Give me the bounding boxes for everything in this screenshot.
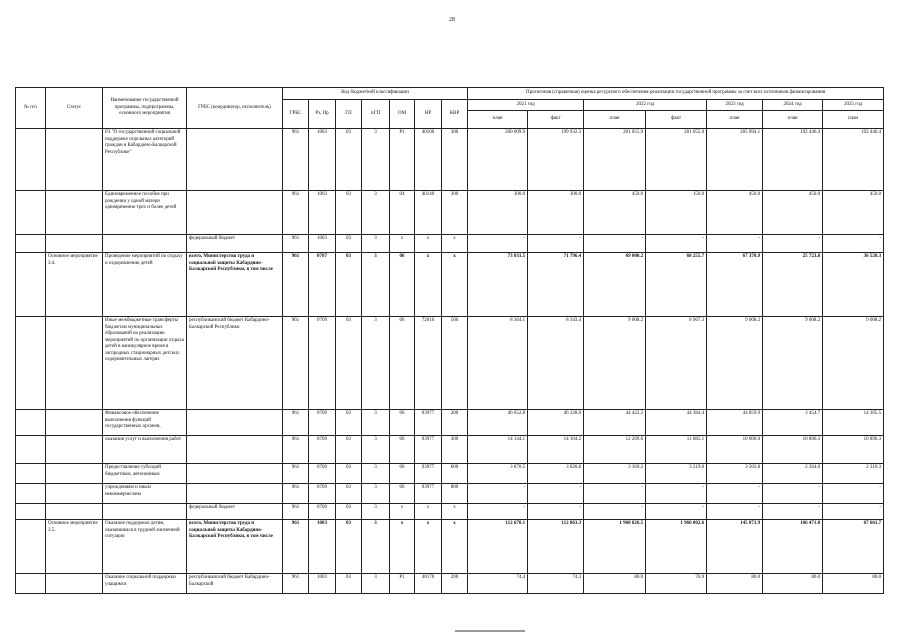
row-kvr: х	[442, 504, 468, 520]
row-amount: -	[646, 235, 707, 253]
row-amount: 112 863.3	[528, 520, 584, 574]
row-amount: 106 471.8	[763, 520, 823, 574]
row-grbs: 961	[283, 191, 309, 235]
row-amount: 450.0	[584, 191, 646, 235]
row-amount: 192 446.4	[823, 129, 884, 191]
row-amount: 44 422.2	[584, 410, 646, 436]
row-name: Оказание социальной поддержки учащимся	[103, 574, 187, 594]
page-number: 28	[449, 17, 455, 23]
row-amount: 2 364.6	[763, 464, 823, 484]
row-name: учреждениям и иным некоммерческим	[103, 484, 187, 504]
row-amount: -	[528, 484, 584, 504]
row-amount: 201 055.9	[646, 129, 707, 191]
row-amount: 80.0	[584, 574, 646, 594]
row-nr: х	[415, 504, 442, 520]
row-amount: 150.0	[646, 191, 707, 235]
row-nr: х	[415, 520, 442, 574]
row-kvr: х	[442, 520, 468, 574]
row-nr: 72010	[415, 317, 442, 410]
row-amount: -	[468, 484, 528, 504]
row-executor	[187, 464, 283, 484]
row-nr: х	[415, 253, 442, 317]
row-om: 06	[390, 410, 415, 436]
row-grbs: 961	[283, 235, 309, 253]
header-plan-fact: план	[823, 111, 884, 129]
row-pgp: 3	[362, 464, 390, 484]
row-executor	[187, 484, 283, 504]
row-gp: 03	[336, 574, 362, 594]
row-amount: 73 031.5	[468, 253, 528, 317]
row-om: 06	[390, 464, 415, 484]
row-om: Р1	[390, 574, 415, 594]
row-amount: 3 870.5	[468, 464, 528, 484]
row-pgp: 3	[362, 484, 390, 504]
row-amount: 8 967.3	[646, 317, 707, 410]
row-nr: 40100	[415, 129, 442, 191]
header-code: Рз, Пр	[309, 100, 336, 129]
row-amount: 36 520.3	[823, 253, 884, 317]
row-nr: х	[415, 235, 442, 253]
row-amount: -	[584, 484, 646, 504]
table-row	[16, 410, 884, 436]
header-code: пГП	[362, 100, 390, 129]
row-amount: 67 370.9	[707, 253, 763, 317]
row-om: 06	[390, 484, 415, 504]
row-status	[46, 464, 103, 484]
row-amount: -	[763, 484, 823, 504]
row-executor	[187, 410, 283, 436]
row-executor: всего, Министерство труда и социальной защиты Кабардино-Балкарской Республики, в том числе	[187, 520, 283, 574]
row-kvr: 500	[442, 317, 468, 410]
row-nr: 93977	[415, 484, 442, 504]
header-year: 2023 год	[707, 100, 763, 111]
row-amount: 68 255.7	[646, 253, 707, 317]
row-amount: 8 364.1	[468, 317, 528, 410]
table-row	[16, 504, 884, 520]
row-rzpr: 1003	[309, 129, 336, 191]
row-nr: 93977	[415, 436, 442, 464]
row-amount: 67 661.7	[823, 520, 884, 574]
row-name: РЗ "О государственной социальной поддержке отдельных категорий граждан в Кабардино-Балкарской Республике"	[103, 129, 187, 191]
row-amount: -	[763, 235, 823, 253]
row-gp: 03	[336, 464, 362, 484]
row-status: Основное мероприятие 3.5.	[46, 520, 103, 574]
row-amount: 44 859.9	[707, 410, 763, 436]
row-rzpr: 0709	[309, 436, 336, 464]
row-name: Иные межбюджетные трансферты бюджетам муниципальных образований на реализацию мероприятий по организации отдыха детей в каникулярное время в загородных стационарных детских оздоровительных лагерях	[103, 317, 187, 410]
row-status	[46, 410, 103, 436]
row-gp: 03	[336, 317, 362, 410]
row-amount: 9 008.2	[823, 317, 884, 410]
header-code: ОМ	[390, 100, 415, 129]
row-nr: 40170	[415, 574, 442, 594]
row-rzpr: 0709	[309, 504, 336, 520]
row-amount: 3 369.2	[584, 464, 646, 484]
row-kvr: х	[442, 253, 468, 317]
table-row	[16, 574, 884, 594]
row-number	[16, 129, 46, 191]
row-kvr: х	[442, 235, 468, 253]
row-amount: -	[468, 504, 528, 520]
header-plan-fact: факт	[646, 111, 707, 129]
row-executor	[187, 129, 283, 191]
row-executor: федеральный бюджет	[187, 504, 283, 520]
row-grbs: 961	[283, 464, 309, 484]
header-plan-fact: факт	[528, 111, 584, 129]
header-code: КВР	[442, 100, 468, 129]
row-status	[46, 129, 103, 191]
row-amount: 3 020.8	[528, 464, 584, 484]
scan-artifact	[455, 630, 525, 632]
row-amount: 300.0	[528, 191, 584, 235]
row-status	[46, 484, 103, 504]
header-plan-fact: план	[584, 111, 646, 129]
table-row	[16, 520, 884, 574]
row-kvr: 300	[442, 191, 468, 235]
row-amount: 450.0	[707, 191, 763, 235]
row-executor	[187, 436, 283, 464]
row-amount: -	[584, 235, 646, 253]
row-gp: 03	[336, 253, 362, 317]
row-pgp: 3	[362, 520, 390, 574]
row-amount: -	[528, 235, 584, 253]
table-row	[16, 484, 884, 504]
row-amount: 76.9	[646, 574, 707, 594]
header-year: 2024 год	[763, 100, 823, 111]
table-row	[16, 464, 884, 484]
row-om: х	[390, 520, 415, 574]
row-grbs: 961	[283, 520, 309, 574]
row-pgp: 3	[362, 317, 390, 410]
row-status	[46, 436, 103, 464]
row-amount: 69 000.2	[584, 253, 646, 317]
row-amount: 9 008.2	[763, 317, 823, 410]
row-amount: 12 209.6	[584, 436, 646, 464]
row-amount: 9 008.2	[584, 317, 646, 410]
row-executor: федеральный бюджет	[187, 235, 283, 253]
row-rzpr: 1003	[309, 191, 336, 235]
row-amount: 11 685.1	[646, 436, 707, 464]
row-om: 06	[390, 317, 415, 410]
header-plan-fact: план	[707, 111, 763, 129]
row-amount: -	[646, 484, 707, 504]
row-name: Проведение мероприятий по отдыху и оздоровлению детей	[103, 253, 187, 317]
row-amount: 1 960 802.6	[646, 520, 707, 574]
row-grbs: 961	[283, 436, 309, 464]
row-amount: 46 328.0	[528, 410, 584, 436]
row-amount: -	[763, 504, 823, 520]
row-amount: -	[528, 504, 584, 520]
row-amount: 71 796.4	[528, 253, 584, 317]
row-amount: 300.0	[468, 191, 528, 235]
row-pgp: 3	[362, 436, 390, 464]
row-amount: 3 219.0	[646, 464, 707, 484]
row-number	[16, 235, 46, 253]
row-gp: 03	[336, 436, 362, 464]
row-rzpr: 1003	[309, 235, 336, 253]
header-year: 2022 год	[584, 100, 707, 111]
row-amount: 2 310.3	[823, 464, 884, 484]
row-nr: 40140	[415, 191, 442, 235]
row-amount: 74.4	[468, 574, 528, 594]
row-amount: 10 896.3	[823, 436, 884, 464]
row-gp: 03	[336, 484, 362, 504]
row-pgp: 3	[362, 504, 390, 520]
row-rzpr: 0709	[309, 484, 336, 504]
row-amount: 3 502.8	[707, 464, 763, 484]
row-amount: -	[823, 504, 884, 520]
row-grbs: 961	[283, 129, 309, 191]
row-amount: 10 896.3	[763, 436, 823, 464]
row-number	[16, 253, 46, 317]
row-gp: 03	[336, 191, 362, 235]
row-number	[16, 191, 46, 235]
row-amount: 10 000.0	[707, 436, 763, 464]
row-amount: 25 723.8	[763, 253, 823, 317]
row-om: 06	[390, 253, 415, 317]
row-nr: 93977	[415, 464, 442, 484]
row-pgp: 3	[362, 129, 390, 191]
row-name: оказания услуг и выполнения работ	[103, 436, 187, 464]
row-number	[16, 317, 46, 410]
header-year: 2025 год	[823, 100, 884, 111]
header-plan-fact: план	[763, 111, 823, 129]
table-body	[16, 129, 884, 594]
row-amount: 14 104.2	[528, 436, 584, 464]
row-amount: 145 871.9	[707, 520, 763, 574]
row-amount: -	[646, 504, 707, 520]
row-status	[46, 317, 103, 410]
row-number	[16, 574, 46, 594]
row-amount: -	[707, 484, 763, 504]
header-plan-fact: план	[468, 111, 528, 129]
table-header	[16, 88, 884, 129]
table-row	[16, 436, 884, 464]
row-om: х	[390, 235, 415, 253]
row-executor: республиканский бюджет Кабардино-Балкарской Республики	[187, 317, 283, 410]
row-om: Р1	[390, 129, 415, 191]
row-amount: 44 384.4	[646, 410, 707, 436]
row-amount: -	[707, 504, 763, 520]
row-rzpr: 1003	[309, 520, 336, 574]
row-status	[46, 574, 103, 594]
row-amount: -	[584, 504, 646, 520]
row-status	[46, 191, 103, 235]
row-grbs: 961	[283, 484, 309, 504]
header-forecast: Прогнозная (справочная) оценка ресурсного обеспечения реализации государственной программы за счет всех источников финансирования	[468, 88, 884, 100]
row-amount: 199 932.3	[528, 129, 584, 191]
row-gp: 03	[336, 129, 362, 191]
header-code: НР	[415, 100, 442, 129]
row-amount: 192 446.4	[763, 129, 823, 191]
row-amount: 46 652.8	[468, 410, 528, 436]
row-amount: 8 343.4	[528, 317, 584, 410]
row-om: 06	[390, 436, 415, 464]
row-amount: 14 305.5	[823, 410, 884, 436]
row-amount: -	[468, 235, 528, 253]
row-name: Финансовое обеспечение выполнения функций государственных органов,	[103, 410, 187, 436]
header-status: Статус	[46, 88, 103, 129]
header-name: Наименование государственной программы, подпрограммы, основного мероприятия	[103, 88, 187, 129]
row-grbs: 961	[283, 574, 309, 594]
row-amount: 450.0	[823, 191, 884, 235]
resource-table	[15, 87, 884, 594]
row-grbs: 961	[283, 504, 309, 520]
row-name	[103, 504, 187, 520]
header-year: 2021 год	[468, 100, 584, 111]
row-gp: 03	[336, 504, 362, 520]
row-executor: республиканский бюджет Кабардино-Балкарской	[187, 574, 283, 594]
row-pgp: 3	[362, 410, 390, 436]
row-kvr: 200	[442, 574, 468, 594]
row-amount: -	[707, 235, 763, 253]
row-number	[16, 484, 46, 504]
row-status	[46, 235, 103, 253]
row-kvr: 200	[442, 410, 468, 436]
row-gp: 03	[336, 520, 362, 574]
row-number	[16, 464, 46, 484]
row-nr: 93977	[415, 410, 442, 436]
row-kvr: 300	[442, 129, 468, 191]
row-grbs: 961	[283, 317, 309, 410]
row-rzpr: 0709	[309, 317, 336, 410]
table-row	[16, 235, 884, 253]
header-code: ГП	[336, 100, 362, 129]
row-rzpr: 0709	[309, 410, 336, 436]
row-amount: 80.0	[763, 574, 823, 594]
row-om: х	[390, 504, 415, 520]
row-pgp: 3	[362, 253, 390, 317]
row-amount: 1 960 826.5	[584, 520, 646, 574]
row-gp: 03	[336, 235, 362, 253]
row-kvr: 300	[442, 436, 468, 464]
row-number	[16, 504, 46, 520]
row-grbs: 961	[283, 410, 309, 436]
row-amount: 14 144.1	[468, 436, 528, 464]
row-executor	[187, 191, 283, 235]
table-row	[16, 253, 884, 317]
row-amount: 201 055.9	[584, 129, 646, 191]
row-pgp: 3	[362, 574, 390, 594]
row-amount: 80.0	[707, 574, 763, 594]
row-rzpr: 0707	[309, 253, 336, 317]
row-status: Основное мероприятие 3.4.	[46, 253, 103, 317]
row-pgp: 3	[362, 235, 390, 253]
row-name	[103, 235, 187, 253]
row-rzpr: 0709	[309, 464, 336, 484]
header-npp: № п/п	[16, 88, 46, 129]
row-amount: 450.0	[763, 191, 823, 235]
row-gp: 03	[336, 410, 362, 436]
row-name: Единовременное пособие при рождении у одной матери одновременно трех и более детей	[103, 191, 187, 235]
row-kvr: 600	[442, 464, 468, 484]
row-number	[16, 436, 46, 464]
row-amount: 3 454.7	[763, 410, 823, 436]
row-amount: 205 094.1	[707, 129, 763, 191]
row-number	[16, 410, 46, 436]
row-amount: 112 670.1	[468, 520, 528, 574]
row-pgp: 3	[362, 191, 390, 235]
table-row	[16, 129, 884, 191]
row-amount: -	[823, 235, 884, 253]
row-grbs: 961	[283, 253, 309, 317]
table-row	[16, 317, 884, 410]
row-amount: 9 008.2	[707, 317, 763, 410]
header-grbs-coordinator: ГРБС (координатор, исполнитель)	[187, 88, 283, 129]
row-kvr: 800	[442, 484, 468, 504]
row-name: Предоставление субсидий бюджетным, автономным	[103, 464, 187, 484]
row-rzpr: 1003	[309, 574, 336, 594]
header-code: ГРБС	[283, 100, 309, 129]
row-executor: всего, Министерство труда и социальной защиты Кабардино-Балкарской Республики, в том числе	[187, 253, 283, 317]
row-amount: -	[823, 484, 884, 504]
row-amount: 74.3	[528, 574, 584, 594]
row-status	[46, 504, 103, 520]
row-amount: 200 009.9	[468, 129, 528, 191]
row-amount: 80.0	[823, 574, 884, 594]
row-name: Оказание поддержки детям, оказавшимся в трудной жизненной ситуации	[103, 520, 187, 574]
row-number	[16, 520, 46, 574]
row-om: 04	[390, 191, 415, 235]
table-row	[16, 191, 884, 235]
header-budget-code: Код бюджетной классификации	[283, 88, 468, 100]
